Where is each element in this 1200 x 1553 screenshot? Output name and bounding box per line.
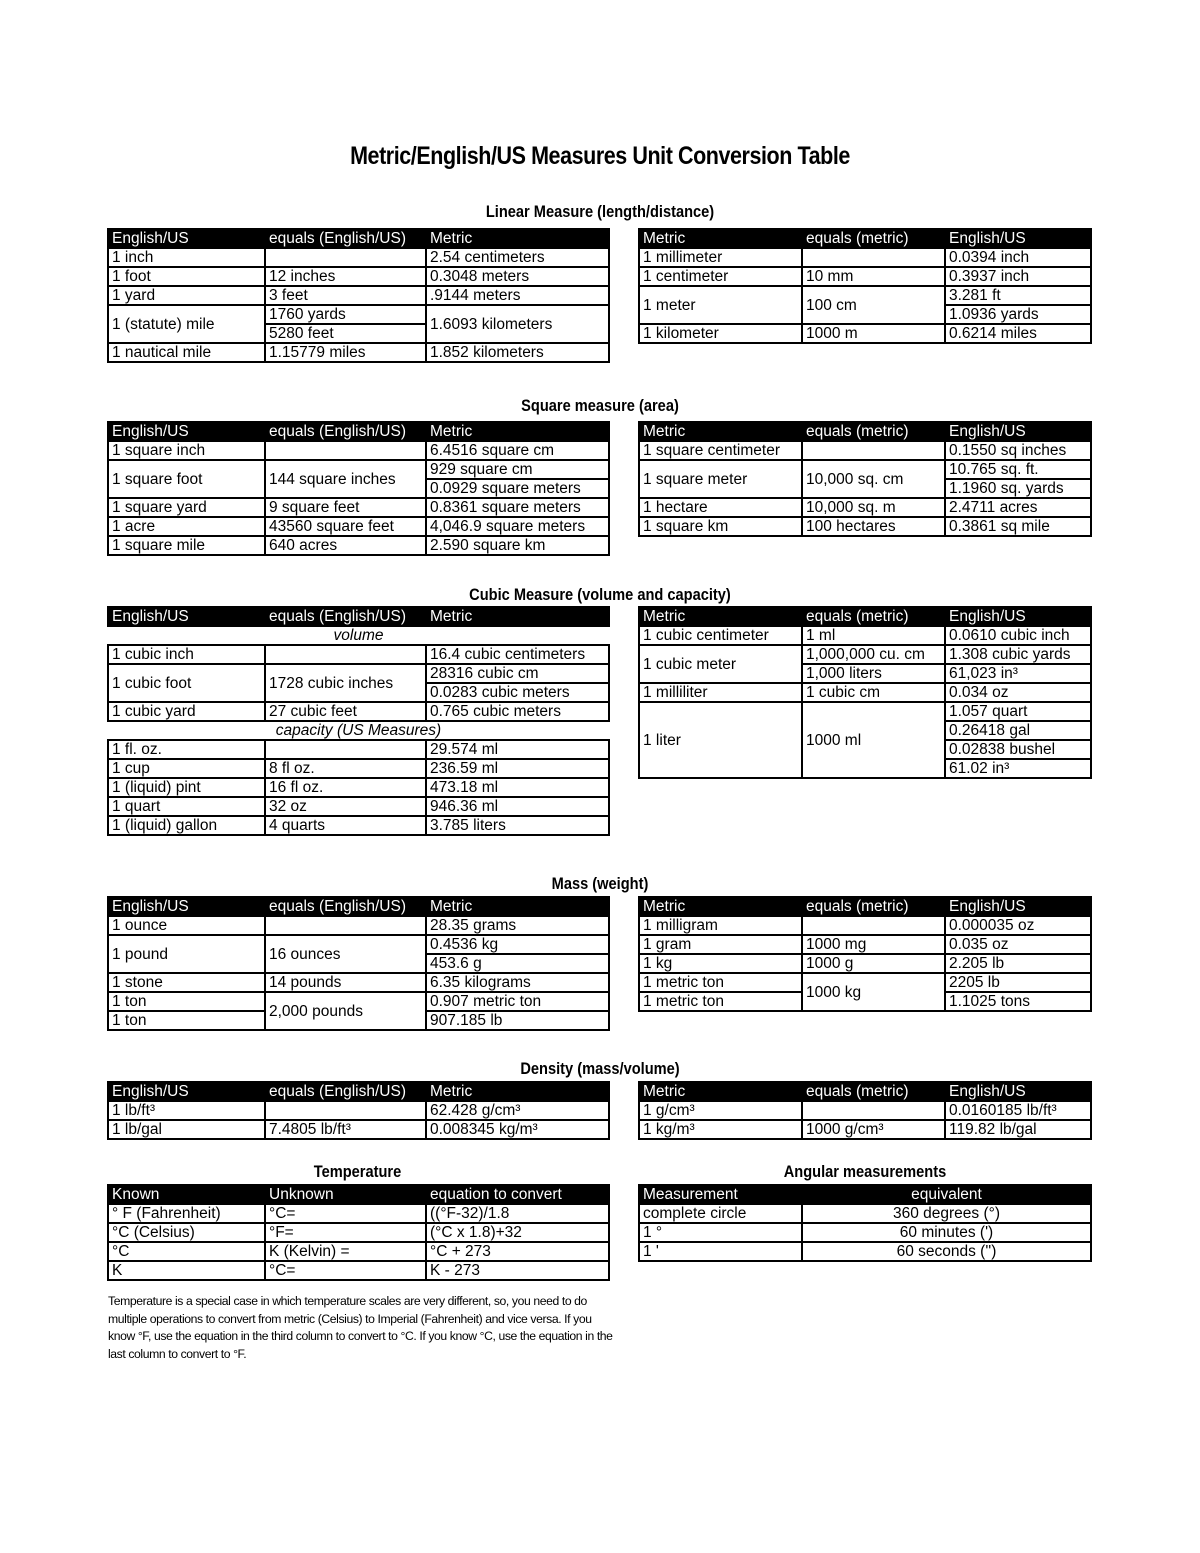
table-cell: ° F (Fahrenheit) bbox=[108, 1204, 265, 1223]
table-density-english bbox=[107, 1081, 610, 1140]
table-cell: 16 fl oz. bbox=[265, 778, 426, 797]
table-cell: 1.15779 miles bbox=[265, 343, 426, 362]
table-cell: 0.8361 square meters bbox=[426, 498, 609, 517]
table-cell: 0.26418 gal bbox=[945, 721, 1091, 740]
table-cell bbox=[265, 248, 426, 267]
table-cell: 1000 g bbox=[802, 954, 945, 973]
table-cell: 1000 g/cm³ bbox=[802, 1120, 945, 1139]
header-cell: equals (metric) bbox=[802, 422, 945, 441]
table-cell: 1000 mg bbox=[802, 935, 945, 954]
table-row bbox=[108, 248, 609, 267]
table-cell: 640 acres bbox=[265, 536, 426, 555]
table-cell: 1 ° bbox=[639, 1223, 802, 1242]
table-row bbox=[639, 286, 1091, 305]
table-cell: 4 quarts bbox=[265, 816, 426, 835]
header-cell: English/US bbox=[108, 422, 265, 441]
table-cell: 1000 kg bbox=[802, 973, 945, 1011]
table-cell: 1 lb/ft³ bbox=[108, 1101, 265, 1120]
table-linear-english bbox=[107, 228, 610, 363]
table-cell: 2205 lb bbox=[945, 973, 1091, 992]
table-row bbox=[639, 935, 1091, 954]
table-cell: 0.3937 inch bbox=[945, 267, 1091, 286]
table-cell: 10.765 sq. ft. bbox=[945, 460, 1091, 479]
table-row bbox=[639, 248, 1091, 267]
table-cell: 929 square cm bbox=[426, 460, 609, 479]
table-cell: 0.4536 kg bbox=[426, 935, 609, 954]
table-cell bbox=[265, 441, 426, 460]
table-cell: 43560 square feet bbox=[265, 517, 426, 536]
table-cell: .9144 meters bbox=[426, 286, 609, 305]
table-row bbox=[108, 797, 609, 816]
table-cell: 1 cubic cm bbox=[802, 683, 945, 702]
table-row bbox=[108, 664, 609, 683]
table-area-english bbox=[107, 421, 610, 556]
table-cell: 1 yard bbox=[108, 286, 265, 305]
table-volume-metric bbox=[638, 606, 1092, 779]
table-cell: 473.18 ml bbox=[426, 778, 609, 797]
table-row bbox=[108, 305, 609, 324]
header-cell: Metric bbox=[426, 422, 609, 441]
table-row bbox=[108, 1204, 609, 1223]
table-cell: 1.057 quart bbox=[945, 702, 1091, 721]
section-title-volume: Cubic Measure (volume and capacity) bbox=[469, 585, 731, 604]
table-cell: K bbox=[108, 1261, 265, 1280]
header-cell: equals (English/US) bbox=[265, 229, 426, 248]
table-header bbox=[108, 422, 609, 441]
table-cell: 1 (liquid) gallon bbox=[108, 816, 265, 835]
table-cell: 7.4805 lb/ft³ bbox=[265, 1120, 426, 1139]
table-mass-english bbox=[107, 896, 610, 1031]
table-cell: 8 fl oz. bbox=[265, 759, 426, 778]
subheader-volume: volume bbox=[333, 627, 384, 644]
table-cell: 1 cubic inch bbox=[108, 645, 265, 664]
header-cell: equals (English/US) bbox=[265, 1082, 426, 1101]
table-row bbox=[108, 343, 609, 362]
header-cell: equals (metric) bbox=[802, 1082, 945, 1101]
table-cell: complete circle bbox=[639, 1204, 802, 1223]
table-cell: 62.428 g/cm³ bbox=[426, 1101, 609, 1120]
table-cell: 100 cm bbox=[802, 286, 945, 324]
table-cell: 1 quart bbox=[108, 797, 265, 816]
table-area-metric bbox=[638, 421, 1092, 537]
table-cell: °C + 273 bbox=[426, 1242, 609, 1261]
subheader-capacity: capacity (US Measures) bbox=[275, 722, 442, 739]
table-cell bbox=[265, 740, 426, 759]
header-cell: English/US bbox=[945, 1082, 1091, 1101]
table-cell bbox=[802, 1101, 945, 1120]
table-cell: 1 hectare bbox=[639, 498, 802, 517]
header-cell: Metric bbox=[639, 897, 802, 916]
table-row bbox=[639, 702, 1091, 721]
table-cell: 1 (liquid) pint bbox=[108, 778, 265, 797]
table-cell: 1 cubic foot bbox=[108, 664, 265, 702]
table-cell: 6.35 kilograms bbox=[426, 973, 609, 992]
section-title-temperature: Temperature bbox=[313, 1162, 402, 1181]
table-cell: 60 minutes (') bbox=[802, 1223, 1091, 1242]
table-header bbox=[639, 1082, 1091, 1101]
temperature-note: Temperature is a special case in which temperature scales are very different, so, you need to do multiple operations to convert from metric (Celsius) to Imperial (Fahrenheit) and vice versa. If you know °F, use the equation in the third column to convert to °C. If you know °C, use the equation in the last column to convert to °F. bbox=[108, 1294, 613, 1361]
header-cell: equals (English/US) bbox=[265, 897, 426, 916]
header-cell: equals (metric) bbox=[802, 897, 945, 916]
table-header bbox=[108, 607, 609, 626]
table-row bbox=[108, 1101, 609, 1120]
table-cell: 1 square centimeter bbox=[639, 441, 802, 460]
header-cell: Metric bbox=[426, 229, 609, 248]
table-header bbox=[108, 1185, 609, 1204]
table-cell: 1 g/cm³ bbox=[639, 1101, 802, 1120]
table-cell: 0.0160185 lb/ft³ bbox=[945, 1101, 1091, 1120]
table-row bbox=[639, 267, 1091, 286]
table-row bbox=[108, 498, 609, 517]
table-cell bbox=[802, 441, 945, 460]
table-row bbox=[639, 1204, 1091, 1223]
table-cell: 61.02 in³ bbox=[945, 759, 1091, 778]
table-cell: 1 kg/m³ bbox=[639, 1120, 802, 1139]
table-cell: (°C x 1.8)+32 bbox=[426, 1223, 609, 1242]
table-cell: K - 273 bbox=[426, 1261, 609, 1280]
table-cell: 1 acre bbox=[108, 517, 265, 536]
table-cell: 1 stone bbox=[108, 973, 265, 992]
table-row bbox=[639, 1242, 1091, 1261]
header-cell: Metric bbox=[426, 607, 609, 626]
table-cell: 1 ml bbox=[802, 626, 945, 645]
table-row bbox=[639, 324, 1091, 343]
table-header bbox=[108, 1082, 609, 1101]
header-cell: Metric bbox=[639, 422, 802, 441]
header-cell: English/US bbox=[945, 422, 1091, 441]
table-cell: 1 inch bbox=[108, 248, 265, 267]
table-header bbox=[639, 422, 1091, 441]
table-cell: 0.02838 bushel bbox=[945, 740, 1091, 759]
table-cell: 3.785 liters bbox=[426, 816, 609, 835]
table-cell: °C= bbox=[265, 1261, 426, 1280]
table-cell: 1 cubic yard bbox=[108, 702, 265, 721]
table-row bbox=[639, 1223, 1091, 1242]
table-cell bbox=[802, 248, 945, 267]
table-header bbox=[639, 229, 1091, 248]
table-cell: 1 square mile bbox=[108, 536, 265, 555]
table-cell: 1 kilometer bbox=[639, 324, 802, 343]
table-cell bbox=[265, 916, 426, 935]
table-row bbox=[108, 441, 609, 460]
table-cell: 1 foot bbox=[108, 267, 265, 286]
table-cell: 0.765 cubic meters bbox=[426, 702, 609, 721]
table-row bbox=[108, 935, 609, 954]
table-cell: 0.0283 cubic meters bbox=[426, 683, 609, 702]
section-title-mass: Mass (weight) bbox=[551, 874, 649, 893]
header-cell: English/US bbox=[945, 229, 1091, 248]
table-cell: 1.1960 sq. yards bbox=[945, 479, 1091, 498]
table-row bbox=[108, 645, 609, 664]
table-row bbox=[639, 460, 1091, 479]
table-cell: 28.35 grams bbox=[426, 916, 609, 935]
header-cell: English/US bbox=[108, 229, 265, 248]
table-cell: 1 kg bbox=[639, 954, 802, 973]
header-cell: Metric bbox=[639, 1082, 802, 1101]
table-row bbox=[108, 460, 609, 479]
table-row bbox=[108, 740, 609, 759]
table-cell: 1,000 liters bbox=[802, 664, 945, 683]
table-cell bbox=[265, 645, 426, 664]
header-cell: English/US bbox=[108, 607, 265, 626]
table-cell: °C bbox=[108, 1242, 265, 1261]
header-cell: equals (metric) bbox=[802, 607, 945, 626]
table-cell: 1 square yard bbox=[108, 498, 265, 517]
table-cell: 1 square km bbox=[639, 517, 802, 536]
header-cell: equation to convert bbox=[426, 1185, 609, 1204]
table-cell bbox=[265, 1101, 426, 1120]
table-row bbox=[639, 498, 1091, 517]
table-cell: 0.034 oz bbox=[945, 683, 1091, 702]
table-cell: 0.907 metric ton bbox=[426, 992, 609, 1011]
table-cell: 1 meter bbox=[639, 286, 802, 324]
table-row bbox=[108, 973, 609, 992]
table-volume-english bbox=[107, 606, 610, 836]
table-row bbox=[108, 1223, 609, 1242]
table-cell: °C (Celsius) bbox=[108, 1223, 265, 1242]
table-cell: 0.000035 oz bbox=[945, 916, 1091, 935]
table-cell: 119.82 lb/gal bbox=[945, 1120, 1091, 1139]
table-row bbox=[108, 267, 609, 286]
table-cell: 1.308 cubic yards bbox=[945, 645, 1091, 664]
header-cell: Metric bbox=[639, 229, 802, 248]
table-cell: 1 square meter bbox=[639, 460, 802, 498]
table-row bbox=[108, 992, 609, 1011]
table-row bbox=[639, 683, 1091, 702]
table-cell: 1 milliliter bbox=[639, 683, 802, 702]
table-cell: 2.4711 acres bbox=[945, 498, 1091, 517]
header-cell: Unknown bbox=[265, 1185, 426, 1204]
table-cell: K (Kelvin) = bbox=[265, 1242, 426, 1261]
table-cell: °C= bbox=[265, 1204, 426, 1223]
header-cell: Known bbox=[108, 1185, 265, 1204]
table-cell: 1 liter bbox=[639, 702, 802, 778]
table-header bbox=[639, 607, 1091, 626]
table-cell: 0.3861 sq mile bbox=[945, 517, 1091, 536]
table-row bbox=[108, 816, 609, 835]
table-cell: 10 mm bbox=[802, 267, 945, 286]
table-header bbox=[108, 897, 609, 916]
header-cell: English/US bbox=[945, 607, 1091, 626]
section-title-area: Square measure (area) bbox=[521, 396, 679, 415]
table-row bbox=[108, 1261, 609, 1280]
header-cell: equals (English/US) bbox=[265, 607, 426, 626]
table-cell: 1 fl. oz. bbox=[108, 740, 265, 759]
table-linear-metric bbox=[638, 228, 1092, 344]
table-header bbox=[639, 1185, 1091, 1204]
table-row bbox=[639, 954, 1091, 973]
table-cell: 0.6214 miles bbox=[945, 324, 1091, 343]
table-cell: 1 centimeter bbox=[639, 267, 802, 286]
table-cell: 2.54 centimeters bbox=[426, 248, 609, 267]
table-row bbox=[108, 759, 609, 778]
table-row bbox=[639, 1120, 1091, 1139]
header-cell: Measurement bbox=[639, 1185, 802, 1204]
table-cell: 61,023 in³ bbox=[945, 664, 1091, 683]
header-cell: Metric bbox=[426, 897, 609, 916]
table-cell: 1 pound bbox=[108, 935, 265, 973]
table-cell: 12 inches bbox=[265, 267, 426, 286]
table-cell: 144 square inches bbox=[265, 460, 426, 498]
table-cell: 1 cubic meter bbox=[639, 645, 802, 683]
table-cell: 360 degrees (°) bbox=[802, 1204, 1091, 1223]
table-cell: 100 hectares bbox=[802, 517, 945, 536]
table-row bbox=[108, 916, 609, 935]
table-cell: 0.3048 meters bbox=[426, 267, 609, 286]
table-cell: 236.59 ml bbox=[426, 759, 609, 778]
table-cell: 1 gram bbox=[639, 935, 802, 954]
table-cell: 0.008345 kg/m³ bbox=[426, 1120, 609, 1139]
table-cell: 1760 yards bbox=[265, 305, 426, 324]
table-cell bbox=[802, 916, 945, 935]
table-cell: 5280 feet bbox=[265, 324, 426, 343]
table-cell: 3 feet bbox=[265, 286, 426, 305]
section-title-angular: Angular measurements bbox=[783, 1162, 947, 1181]
table-header bbox=[108, 229, 609, 248]
table-row bbox=[108, 517, 609, 536]
page-title: Metric/English/US Measures Unit Conversion Table bbox=[350, 142, 850, 170]
table-cell: 10,000 sq. m bbox=[802, 498, 945, 517]
table-subheader-row bbox=[108, 721, 609, 740]
table-cell: 1 cubic centimeter bbox=[639, 626, 802, 645]
table-cell: 1 cup bbox=[108, 759, 265, 778]
table-cell: 0.0610 cubic inch bbox=[945, 626, 1091, 645]
table-cell: 1.6093 kilometers bbox=[426, 305, 609, 343]
header-cell: English/US bbox=[108, 1082, 265, 1101]
header-cell: equals (metric) bbox=[802, 229, 945, 248]
table-cell: 1 ton bbox=[108, 1011, 265, 1030]
table-cell: 1 ton bbox=[108, 992, 265, 1011]
section-title-density: Density (mass/volume) bbox=[520, 1059, 680, 1078]
table-cell: 1 metric ton bbox=[639, 992, 802, 1011]
table-cell: 6.4516 square cm bbox=[426, 441, 609, 460]
table-row bbox=[108, 536, 609, 555]
table-cell: 14 pounds bbox=[265, 973, 426, 992]
table-cell: 1 square inch bbox=[108, 441, 265, 460]
table-cell: 1728 cubic inches bbox=[265, 664, 426, 702]
table-row bbox=[639, 645, 1091, 664]
table-row bbox=[639, 973, 1091, 992]
table-row bbox=[639, 441, 1091, 460]
table-header bbox=[639, 897, 1091, 916]
header-cell: English/US bbox=[108, 897, 265, 916]
table-cell: 1 ' bbox=[639, 1242, 802, 1261]
table-row bbox=[108, 778, 609, 797]
table-row bbox=[108, 1120, 609, 1139]
header-cell: equals (English/US) bbox=[265, 422, 426, 441]
table-cell: 0.035 oz bbox=[945, 935, 1091, 954]
table-cell: 2.590 square km bbox=[426, 536, 609, 555]
table-density-metric bbox=[638, 1081, 1092, 1140]
table-cell: 1 square foot bbox=[108, 460, 265, 498]
table-row bbox=[639, 517, 1091, 536]
table-cell: 1.1025 tons bbox=[945, 992, 1091, 1011]
table-cell: 907.185 lb bbox=[426, 1011, 609, 1030]
table-row bbox=[108, 286, 609, 305]
table-cell: 4,046.9 square meters bbox=[426, 517, 609, 536]
table-row bbox=[108, 702, 609, 721]
table-row bbox=[639, 1101, 1091, 1120]
table-cell: 0.0394 inch bbox=[945, 248, 1091, 267]
table-cell: 29.574 ml bbox=[426, 740, 609, 759]
table-cell: 0.1550 sq inches bbox=[945, 441, 1091, 460]
table-cell: 1000 ml bbox=[802, 702, 945, 778]
table-cell: 28316 cubic cm bbox=[426, 664, 609, 683]
table-cell: 16.4 cubic centimeters bbox=[426, 645, 609, 664]
table-cell: 27 cubic feet bbox=[265, 702, 426, 721]
table-cell: 3.281 ft bbox=[945, 286, 1091, 305]
table-cell: 1 (statute) mile bbox=[108, 305, 265, 343]
header-cell: English/US bbox=[945, 897, 1091, 916]
table-cell: 946.36 ml bbox=[426, 797, 609, 816]
table-temperature bbox=[107, 1184, 610, 1281]
table-cell: 9 square feet bbox=[265, 498, 426, 517]
table-subheader-row bbox=[108, 626, 609, 645]
table-cell: 1.0936 yards bbox=[945, 305, 1091, 324]
header-cell: equivalent bbox=[802, 1185, 1091, 1204]
table-angular bbox=[638, 1184, 1092, 1262]
table-row bbox=[108, 1242, 609, 1261]
table-cell: 1 ounce bbox=[108, 916, 265, 935]
table-row bbox=[639, 916, 1091, 935]
table-cell: 1 nautical mile bbox=[108, 343, 265, 362]
header-cell: Metric bbox=[426, 1082, 609, 1101]
table-cell: 1 metric ton bbox=[639, 973, 802, 992]
table-cell: 32 oz bbox=[265, 797, 426, 816]
table-cell: 2.205 lb bbox=[945, 954, 1091, 973]
table-cell: 1,000,000 cu. cm bbox=[802, 645, 945, 664]
table-cell: 1 millimeter bbox=[639, 248, 802, 267]
section-title-linear: Linear Measure (length/distance) bbox=[485, 202, 715, 221]
table-cell: 1.852 kilometers bbox=[426, 343, 609, 362]
table-cell: 10,000 sq. cm bbox=[802, 460, 945, 498]
table-cell: 16 ounces bbox=[265, 935, 426, 973]
table-mass-metric bbox=[638, 896, 1092, 1012]
table-cell: °F= bbox=[265, 1223, 426, 1242]
table-cell: ((°F-32)/1.8 bbox=[426, 1204, 609, 1223]
table-cell: 2,000 pounds bbox=[265, 992, 426, 1030]
table-row bbox=[639, 626, 1091, 645]
table-cell: 1000 m bbox=[802, 324, 945, 343]
table-cell: 1 lb/gal bbox=[108, 1120, 265, 1139]
table-cell: 60 seconds ('') bbox=[802, 1242, 1091, 1261]
table-cell: 0.0929 square meters bbox=[426, 479, 609, 498]
table-cell: 453.6 g bbox=[426, 954, 609, 973]
header-cell: Metric bbox=[639, 607, 802, 626]
table-cell: 1 milligram bbox=[639, 916, 802, 935]
